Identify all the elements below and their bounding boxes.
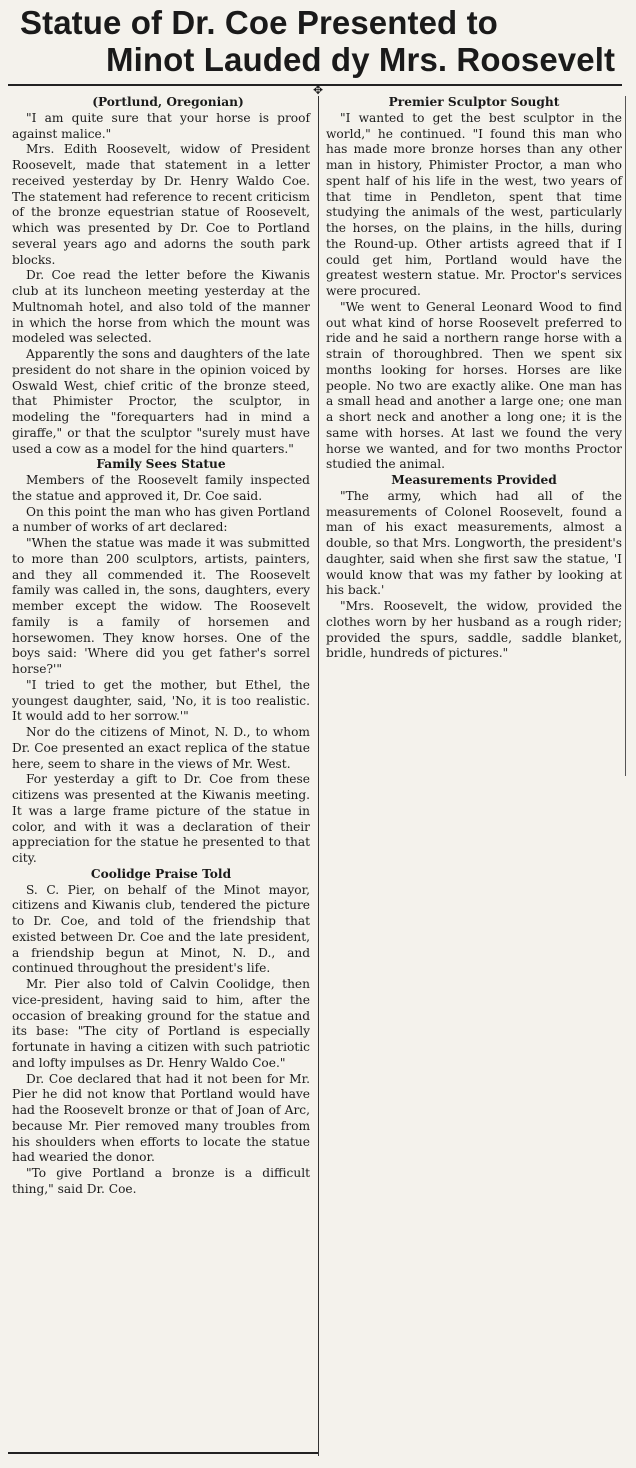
paragraph: S. C. Pier, on behalf of the Minot mayor, citizens and Kiwanis club, tendered the picture to Dr. Coe, and told of the friendship that existed between Dr. Coe and the late president, a friendship begun at Minot, N. D., and continued throughout the president's life. <box>12 882 310 976</box>
paragraph: "I am quite sure that your horse is proof against malice." <box>12 110 310 141</box>
column-divider <box>318 96 319 1456</box>
paragraph: "Mrs. Roosevelt, the widow, provided the clothes worn by her husband as a rough rider; provided the spurs, saddle, saddle blanket, bridle, hundreds of pictures." <box>326 599 622 661</box>
column-ornament: ✥ <box>313 83 324 97</box>
paragraph: Members of the Roosevelt family inspected the statue and approved it, Dr. Coe said. <box>12 473 310 503</box>
paragraph: "To give Portland a bronze is a difficult thing," said Dr. Coe. <box>12 1166 310 1196</box>
paragraph: "I tried to get the mother, but Ethel, the youngest daughter, said, 'No, it is too realistic. It would add to her sorrow.'" <box>12 677 310 724</box>
article-right-column <box>326 95 622 662</box>
right-edge-rule <box>625 96 626 776</box>
paragraph: On this point the man who has given Portland a number of works of art declared: <box>12 504 310 535</box>
paragraph: "I wanted to get the best sculptor in the world," he continued. "I found this man who has made more bronze horses than any other man in history, Phimister Proctor, a man who spent half of his life in the west, two years of that time in Pendleton, spent that time studying the animals of the west, particularly the horses, on the plains, in the hills, during the Round-up. Other artists agreed that if I could get him, Portland would have the greatest western statue. Mr. Proctor's services were procured. <box>326 110 622 298</box>
headline-line-1: Statue of Dr. Coe Presented to <box>20 4 498 41</box>
subheading: Premier Sculptor Sought <box>388 95 560 109</box>
paragraph: Mrs. Edith Roosevelt, widow of President Roosevelt, made that statement in a letter received yesterday by Dr. Henry Waldo Coe. The statement had reference to recent criticism of the bronze equestrian statue of Roosevelt, which was presented by Dr. Coe to Portland several years ago and adorns the south park blocks. <box>12 142 310 267</box>
paragraph: Nor do the citizens of Minot, N. D., to whom Dr. Coe presented an exact replica of the statue here, seem to share in the views of Mr. West. <box>12 725 310 771</box>
subheading: Measurements Provided <box>391 473 557 487</box>
headline-line-2: Minot Lauded dy Mrs. Roosevelt <box>106 41 616 78</box>
paragraph: "We went to General Leonard Wood to find out what kind of horse Roosevelt preferred to ride and he said a northern range horse with a strain of thoroughbred. Then we spent six months looking for horses. Horses are like people. No two are exactly alike. One man has a small head and another a large one; one man a short neck and another a long one; it is the same with horses. At last we found the very horse we wanted, and for two months Proctor studied the animal. <box>326 299 622 472</box>
article-source: (Portlund, Oregonian) <box>92 95 244 109</box>
paragraph: Mr. Pier also told of Calvin Coolidge, then vice-president, having said to him, after the occasion of breaking ground for the statue and its base: "The city of Portland is especially fortunate in having a citizen with such patriotic and lofty impulses as Dr. Henry Waldo Coe." <box>12 977 310 1070</box>
bottom-rule <box>8 1452 318 1454</box>
paragraph: "The army, which had all of the measurements of Colonel Roosevelt, found a man of his exact measurements, almost a double, so that Mrs. Longworth, the president's daughter, said when she first saw the statue, 'I would know that was my father by looking at his back.' <box>326 488 622 598</box>
subheading: Family Sees Statue <box>96 457 226 472</box>
paragraph: "When the statue was made it was submitted to more than 200 sculptors, artists, painters, and they all commended it. The Roosevelt family was called in, the sons, daughters, every member except the widow. The Roosevelt family is a family of horsemen and horsewomen. They know horses. One of the boys said: 'Where did you get father's sorrel horse?'" <box>12 536 310 676</box>
subheading: Coolidge Praise Told <box>90 866 232 881</box>
article-left-column <box>12 95 310 1198</box>
paragraph: Dr. Coe read the letter before the Kiwanis club at its luncheon meeting yesterday at the Multnomah hotel, and also told of the manner in which the horse from which the mount was modeled was selected. <box>12 268 310 346</box>
headline <box>10 4 622 78</box>
paragraph: Dr. Coe declared that had it not been for Mr. Pier he did not know that Portland would have had the Roosevelt bronze or that of Joan of Arc, because Mr. Pier removed many troubles from his shoulders when efforts to locate the statue had wearied the donor. <box>12 1071 310 1165</box>
paragraph: Apparently the sons and daughters of the late president do not share in the opinion voiced by Oswald West, chief critic of the bronze steed, that Phimister Proctor, the sculptor, in modeling the "forequarters had in mind a giraffe," or that the sculptor "surely must have used a cow as a model for the hind quarters." <box>12 347 310 456</box>
paragraph: For yesterday a gift to Dr. Coe from these citizens was presented at the Kiwanis meeting. It was a large frame picture of the statue in color, and with it was a declaration of their appreciation for the statue he presented to that city. <box>12 772 310 865</box>
